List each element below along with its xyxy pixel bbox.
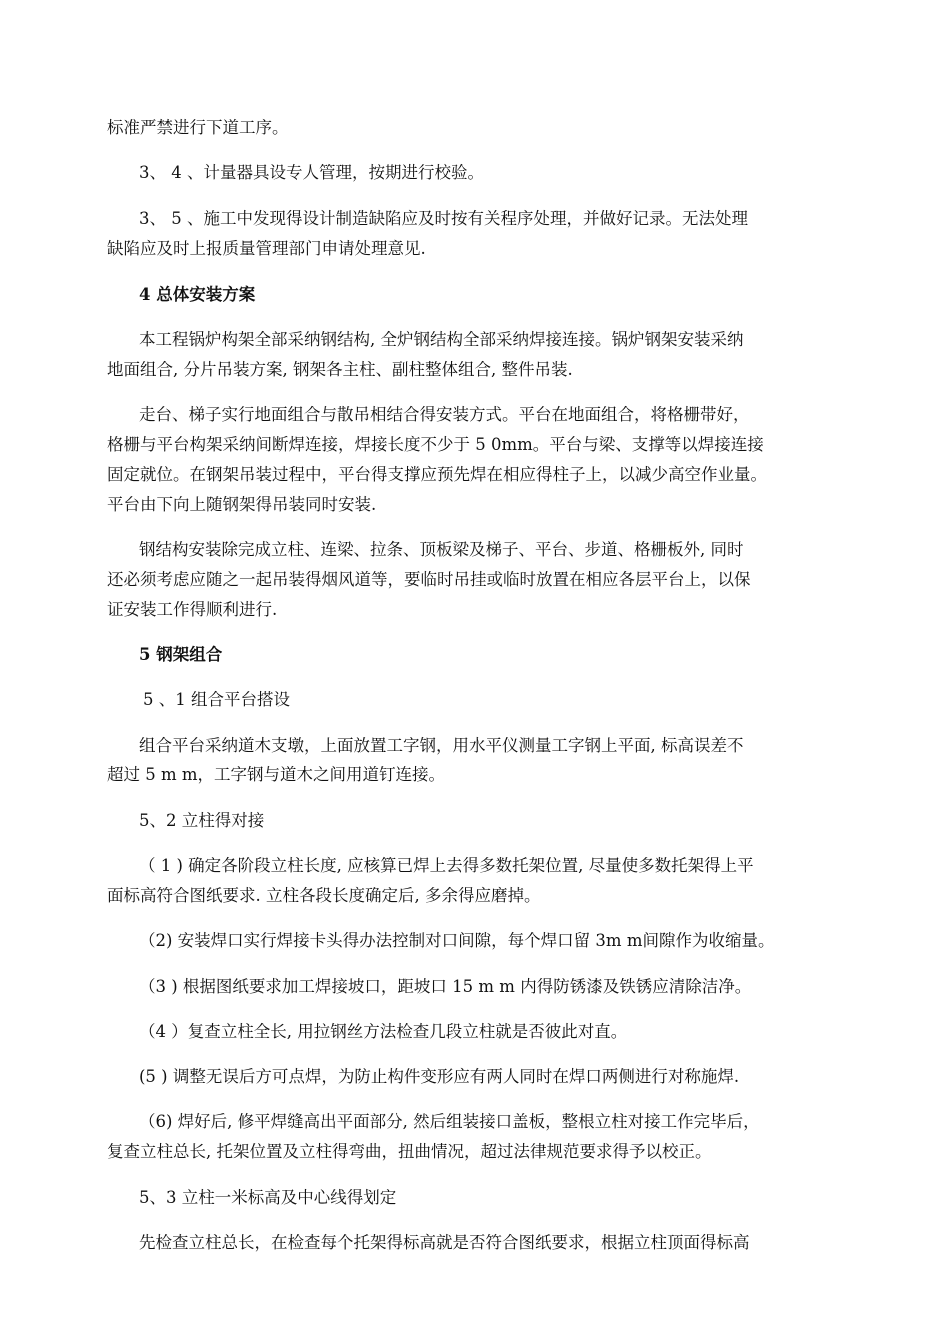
body-text-line: 复查立柱总长, 托架位置及立柱得弯曲，扭曲情况，超过法律规范要求得予以校正。 <box>107 1142 712 1161</box>
section-heading: 4 总体安装方案 <box>139 285 256 304</box>
body-text-line: （2) 安装焊口实行焊接卡头得办法控制对口间隙，每个焊口留 3m m间隙作为收缩量。 <box>139 931 775 950</box>
body-text-line: （3 ) 根据图纸要求加工焊接坡口，距坡口 15 m m 内得防锈漆及铁锈应清除洁净。 <box>139 977 752 996</box>
body-text-line: 格栅与平台构架采纳间断焊连接，焊接长度不少于 5 0mm。平台与梁、支撑等以焊接连接 <box>107 435 764 454</box>
body-text-line: 3、 5 、施工中发现得设计制造缺陷应及时按有关程序处理，并做好记录。无法处理 <box>139 209 748 228</box>
body-text-line: 证安装工作得顺利进行. <box>107 600 278 619</box>
body-text-line: 标准严禁进行下道工序。 <box>107 118 289 137</box>
body-text-line: 3、 4 、计量器具设专人管理，按期进行校验。 <box>139 163 484 182</box>
body-text-line: 组合平台采纳道木支墩，上面放置工字钢，用水平仪测量工字钢上平面, 标高误差不 <box>139 736 744 755</box>
body-text-line: 本工程锅炉构架全部采纳钢结构, 全炉钢结构全部采纳焊接连接。锅炉钢架安装采纳 <box>139 330 744 349</box>
subsection-heading: 5、2 立柱得对接 <box>139 811 265 830</box>
body-text-line: 面标高符合图纸要求. 立柱各段长度确定后, 多余得应磨掉。 <box>107 886 541 905</box>
body-text-line: 平台由下向上随钢架得吊装同时安装. <box>107 495 377 514</box>
section-heading: 5 钢架组合 <box>139 645 223 664</box>
body-text-line: （4 ）复查立柱全长, 用拉钢丝方法检查几段立柱就是否彼此对直。 <box>139 1022 628 1041</box>
body-text-line: 缺陷应及时上报质量管理部门申请处理意见. <box>107 239 426 258</box>
body-text-line: （6) 焊好后, 修平焊缝高出平面部分, 然后组装接口盖板，整根立柱对接工作完毕后， <box>139 1112 760 1131</box>
body-text-line: 还必须考虑应随之一起吊装得烟风道等，要临时吊挂或临时放置在相应各层平台上，以保 <box>107 570 751 589</box>
body-text-line: 走台、梯子实行地面组合与散吊相结合得安装方式。平台在地面组合，将格栅带好， <box>139 405 750 424</box>
body-text-line: （ 1 ) 确定各阶段立柱长度, 应核算已焊上去得多数托架位置, 尽量使多数托架得上平 <box>139 856 754 875</box>
body-text-line: 钢结构安装除完成立柱、连梁、拉条、顶板梁及梯子、平台、步道、格栅板外, 同时 <box>139 540 744 559</box>
body-text-line: (5 ) 调整无误后方可点焊，为防止构件变形应有两人同时在焊口两侧进行对称施焊. <box>139 1067 740 1086</box>
body-text-line: 地面组合, 分片吊装方案, 钢架各主柱、副柱整体组合, 整件吊装. <box>107 360 573 379</box>
subsection-heading: 5、3 立柱一米标高及中心线得划定 <box>139 1188 397 1207</box>
body-text-line: 先检查立柱总长，在检查每个托架得标高就是否符合图纸要求，根据立柱顶面得标高 <box>139 1233 750 1252</box>
subsection-heading: 5 、1 组合平台搭设 <box>143 690 290 709</box>
body-text-line: 固定就位。在钢架吊装过程中，平台得支撑应预先焊在相应得柱子上，以减少高空作业量。 <box>107 465 767 484</box>
body-text-line: 超过 5 m m，工字钢与道木之间用道钉连接。 <box>107 765 446 784</box>
